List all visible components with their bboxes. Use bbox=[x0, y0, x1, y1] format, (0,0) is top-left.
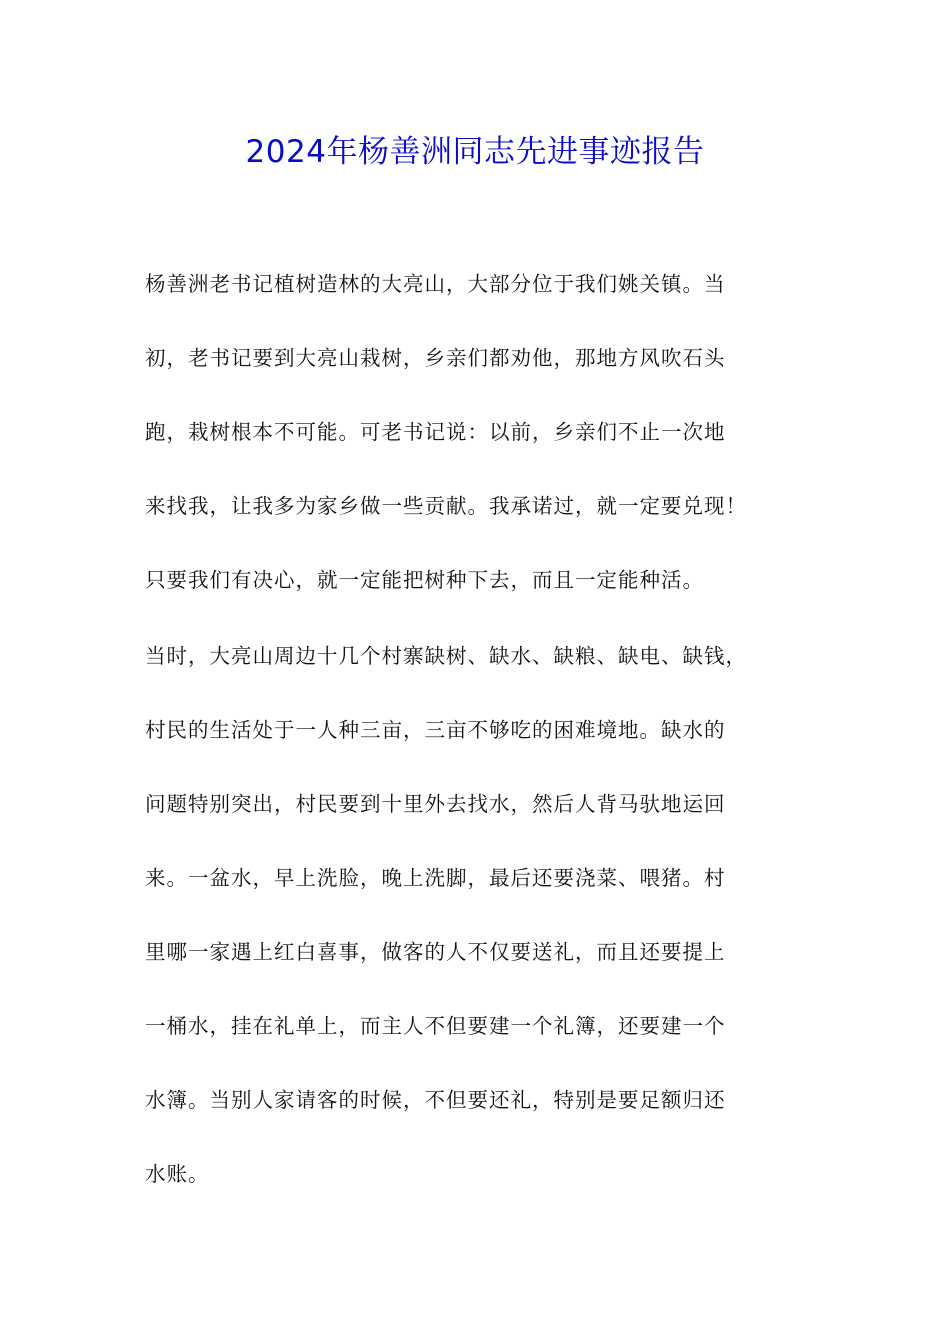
paragraph-2-line-4: 来。一盆水，早上洗脸，晚上洗脚，最后还要浇菜、喂猪。村 bbox=[145, 866, 726, 890]
paragraph-2-line-1: 当时，大亮山周边十几个村寨缺树、缺水、缺粮、缺电、缺钱， bbox=[145, 644, 747, 668]
paragraph-2-line-7: 水簿。当别人家请客的时候，不但要还礼，特别是要足额归还 bbox=[145, 1088, 726, 1112]
paragraph-2-line-8: 水账。 bbox=[145, 1162, 210, 1186]
document-title: 2024年杨善洲同志先进事迹报告 bbox=[245, 134, 705, 170]
paragraph-1-line-1: 杨善洲老书记植树造林的大亮山，大部分位于我们姚关镇。当 bbox=[145, 272, 726, 296]
paragraph-2-line-6: 一桶水，挂在礼单上，而主人不但要建一个礼簿，还要建一个 bbox=[145, 1014, 726, 1038]
paragraph-2-line-2: 村民的生活处于一人种三亩，三亩不够吃的困难境地。缺水的 bbox=[145, 718, 726, 742]
paragraph-2-line-5: 里哪一家遇上红白喜事，做客的人不仅要送礼，而且还要提上 bbox=[145, 940, 726, 964]
paragraph-1-line-4: 来找我，让我多为家乡做一些贡献。我承诺过，就一定要兑现！ bbox=[145, 494, 747, 518]
paragraph-1 bbox=[145, 262, 805, 624]
paragraph-2-line-3: 问题特别突出，村民要到十里外去找水，然后人背马驮地运回 bbox=[145, 792, 726, 816]
paragraph-2 bbox=[145, 634, 805, 1226]
paragraph-1-line-3: 跑，栽树根本不可能。可老书记说：以前，乡亲们不止一次地 bbox=[145, 420, 726, 444]
paragraph-1-line-5: 只要我们有决心，就一定能把树种下去，而且一定能种活。 bbox=[145, 568, 704, 592]
paragraph-1-line-2: 初，老书记要到大亮山栽树，乡亲们都劝他，那地方风吹石头 bbox=[145, 346, 726, 370]
